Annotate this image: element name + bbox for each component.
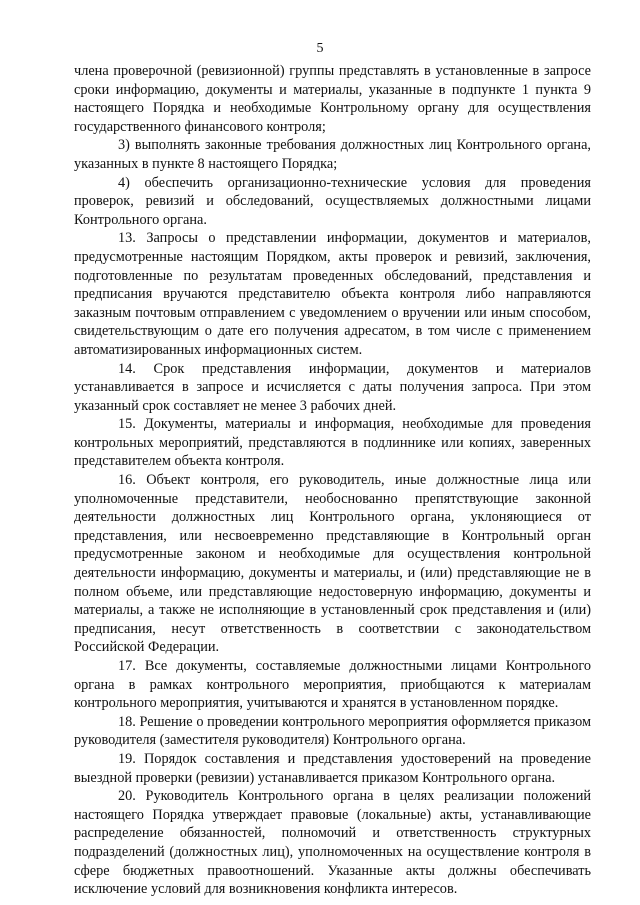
paragraph-15: 15. Документы, материалы и информация, необходимые для проведения контрольных мероприятий, представляются в подлиннике или копиях, заверенных представителем объекта контроля. <box>74 416 591 470</box>
paragraph-20: 20. Руководитель Контрольного органа в целях реализации положений настоящего Порядка утверждает правовые (локальные) акты, устанавливающие распределение обязанностей, полномочий и ответственность структурных подразделений (должностных лиц), уполномоченных на осуществление контроля в сфере бюджетных правоотношений. Указанные акты должны обеспечивать исключение условий для возникновения конфликта интересов. <box>74 788 591 898</box>
paragraph-13: 13. Запросы о представлении информации, документов и материалов, предусмотренные настоящим Порядком, акты проверок и ревизий, заключения, подготовленные по результатам проведенных обследований, представления и предписания вручаются представителю объекта контроля либо направляются заказным почтовым отправлением с уведомлением о вручении или иным способом, свидетельствующим о дате его получения адресатом, в том числе с применением автоматизированных информационных систем. <box>74 230 591 358</box>
paragraph-14: 14. Срок представления информации, документов и материалов устанавливается в запросе и исчисляется с даты получения запроса. При этом указанный срок составляет не менее 3 рабочих дней. <box>74 360 591 414</box>
paragraph-item-4: 4) обеспечить организационно-технические условия для проведения проверок, ревизий и обследований, осуществляемых должностными лицами Контрольного органа. <box>74 174 591 228</box>
page-number: 5 <box>316 41 324 56</box>
paragraph-item-3: 3) выполнять законные требования должностных лиц Контрольного органа, указанных в пункте 8 настоящего Порядка; <box>74 137 591 172</box>
document-body <box>74 62 591 899</box>
paragraph-19: 19. Порядок составления и представления удостоверений на проведение выездной проверки (ревизии) устанавливается приказом Контрольного органа. <box>74 750 591 786</box>
paragraph-18: 18. Решение о проведении контрольного мероприятия оформляется приказом руководителя (заместителя руководителя) Контрольного органа. <box>74 713 591 749</box>
paragraph-continuation: члена проверочной (ревизионной) группы представлять в установленные в запросе сроки информацию, документы и материалы, указанные в подпункте 1 пункта 9 настоящего Порядка и необходимые Контрольному органу для осуществления государственного финансового контроля; <box>74 63 591 135</box>
paragraph-16: 16. Объект контроля, его руководитель, иные должностные лица или уполномоченные представители, необоснованно препятствующие законной деятельности должностных лиц Контрольного органа, уклоняющиеся от представления, или несвоевременно представляющие в Контрольный орган предусмотренные законом и необходимые для осуществления контрольной деятельности информацию, документы и материалы, и (или) представляющие не в полном объеме, или представляющие недостоверную информацию, документы и материалы, а также не исполняющие в установленный срок представления и (или) предписания, несут ответственность в соответствии с законодательством Российской Федерации. <box>74 472 591 656</box>
paragraph-17: 17. Все документы, составляемые должностными лицами Контрольного органа в рамках контрольного мероприятия, приобщаются к материалам контрольного мероприятия, учитываются и хранятся в установленном порядке. <box>74 658 591 712</box>
